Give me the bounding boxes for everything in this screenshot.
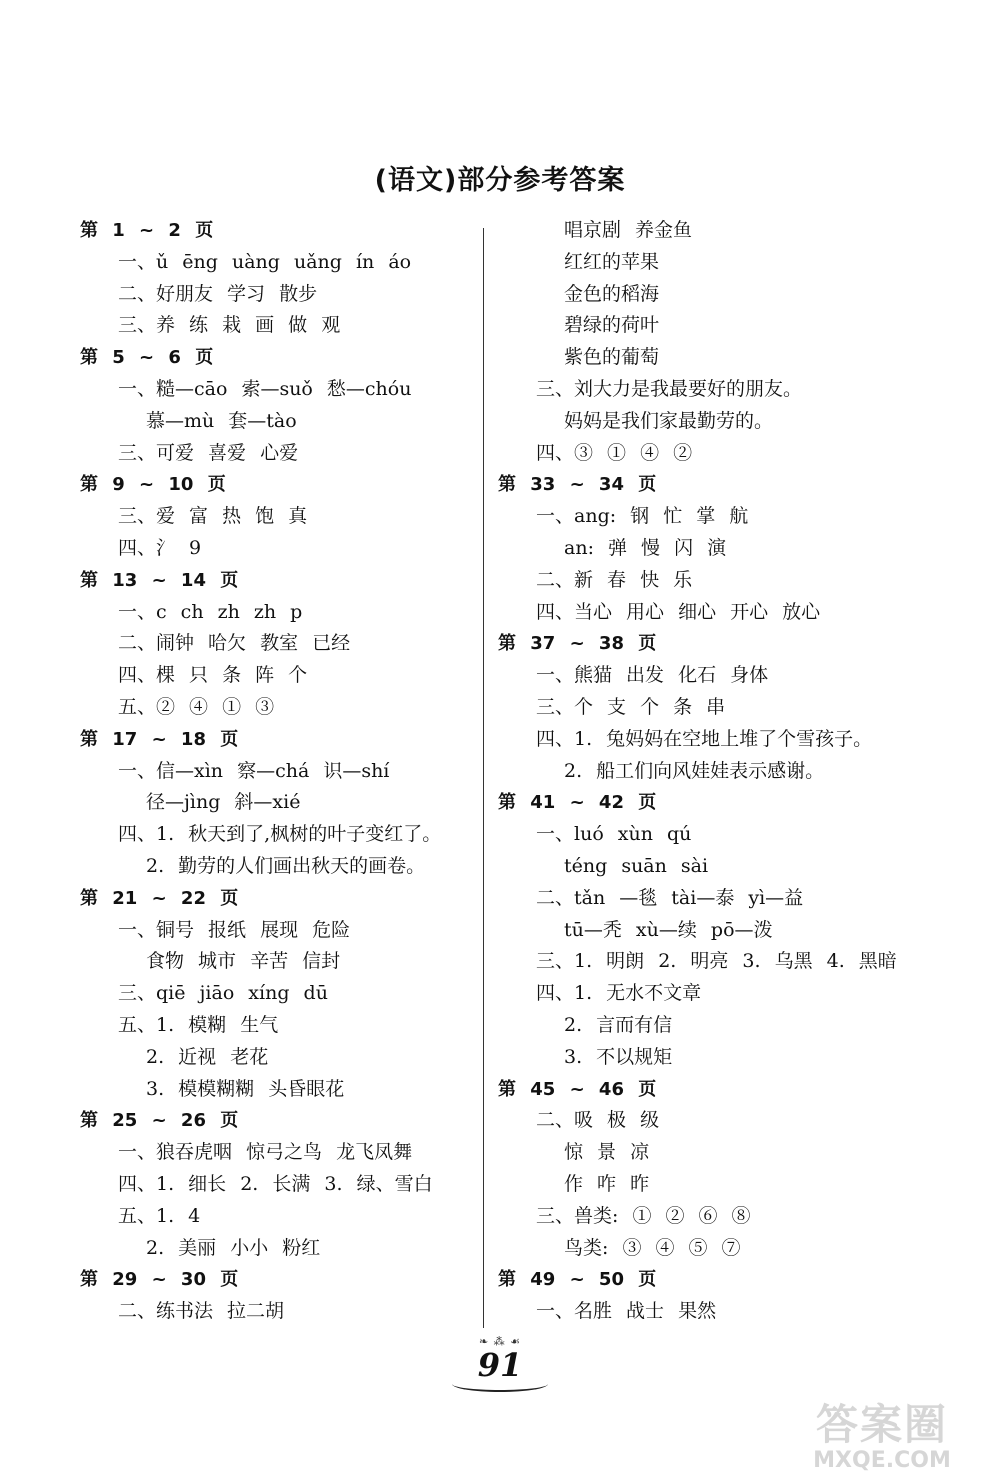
answer-line: 三、可爱 喜爱 心爱 (118, 441, 299, 464)
answer-line: 金色的稻海 (564, 282, 660, 305)
answer-line: 三、爱 富 热 饱 真 (118, 505, 308, 528)
page-range-heading: 第 17 ~ 18 页 (80, 728, 239, 750)
answer-line: 3. 不以规矩 (564, 1045, 673, 1068)
answer-line: 2. 勤劳的人们画出秋天的画卷。 (146, 854, 426, 877)
ornament-icon: ❧ ⁂ ☙ (478, 1335, 522, 1348)
page-range-heading: 第 21 ~ 22 页 (80, 887, 239, 909)
answer-line: 2. 言而有信 (564, 1013, 673, 1036)
page-range-heading: 第 49 ~ 50 页 (498, 1269, 657, 1291)
answer-line: 四、1. 秋天到了,枫树的叶子变红了。 (118, 823, 442, 846)
page-title: (语文)部分参考答案 (374, 165, 626, 196)
answer-line: 四、1. 细长 2. 长满 3. 绿、雪白 (118, 1172, 433, 1195)
page-range-heading: 第 5 ~ 6 页 (80, 347, 214, 369)
answer-line: 一、熊猫 出发 化石 身体 (536, 664, 769, 687)
answer-line: 慕—mù 套—tào (146, 409, 297, 432)
page-range-heading: 第 9 ~ 10 页 (80, 474, 226, 496)
answer-line: 2. 船工们向风娃娃表示感谢。 (564, 759, 825, 782)
answer-line: 食物 城市 辛苦 信封 (146, 950, 341, 973)
page-range-heading: 第 13 ~ 14 页 (80, 569, 239, 591)
page-range-heading: 第 45 ~ 46 页 (498, 1078, 657, 1100)
watermark-url: MXQE.COM (813, 1448, 951, 1473)
answer-line: an: 弹 慢 闪 演 (564, 536, 727, 559)
answer-line: 作 咋 昨 (564, 1172, 650, 1195)
page-number: 91 (477, 1346, 523, 1384)
page-range-heading: 第 25 ~ 26 页 (80, 1110, 239, 1132)
page-number-block (440, 1336, 560, 1392)
answer-line: 五、② ④ ① ③ (118, 695, 275, 718)
answer-line: 四、当心 用心 细心 开心 放心 (536, 600, 821, 623)
page-range-heading: 第 1 ~ 2 页 (80, 220, 214, 241)
answer-line: 二、练书法 拉二胡 (118, 1300, 285, 1323)
answer-line: 紫色的葡萄 (564, 346, 660, 369)
answer-line: 妈妈是我们家最勤劳的。 (564, 409, 774, 432)
answer-line: 一、ǔ ēng uàng uǎng ín áo (118, 250, 412, 273)
answer-line: tū—秃 xù—续 pō—泼 (564, 918, 773, 941)
answer-line: 二、新 春 快 乐 (536, 568, 693, 591)
answer-line: 红红的苹果 (564, 250, 660, 273)
answer-line: 四、1. 兔妈妈在空地上堆了个雪孩子。 (536, 727, 873, 750)
answer-line: téng suān sài (564, 854, 709, 877)
answer-line: 碧绿的荷叶 (564, 314, 660, 337)
answer-line: 二、闹钟 哈欠 教室 已经 (118, 632, 351, 655)
answer-line: 惊 景 凉 (564, 1141, 650, 1164)
answer-line: 2. 美丽 小小 粉红 (146, 1236, 321, 1259)
answer-line: 唱京剧 养金鱼 (564, 219, 693, 241)
answer-line: 一、铜号 报纸 展现 危险 (118, 918, 351, 941)
answer-line: 二、tǎn —毯 tài—泰 yì—益 (536, 886, 804, 909)
answer-line: 鸟类: ③ ④ ⑤ ⑦ (564, 1236, 741, 1259)
answer-line: 三、养 练 栽 画 做 观 (118, 314, 341, 337)
page-range-heading: 第 37 ~ 38 页 (498, 633, 657, 655)
answer-line: 一、luó xùn qú (536, 823, 692, 846)
answer-line: 四、1. 无水不文章 (536, 982, 702, 1005)
answer-line: 一、ang: 钢 忙 掌 航 (536, 505, 749, 528)
page-range-heading: 第 41 ~ 42 页 (498, 792, 657, 814)
answer-line: 2. 近视 老花 (146, 1045, 269, 1068)
answer-line: 三、1. 明朗 2. 明亮 3. 乌黑 4. 黑暗 (536, 950, 897, 973)
page-range-heading: 第 29 ~ 30 页 (80, 1269, 239, 1291)
answer-line: 一、c ch zh zh p (118, 600, 303, 623)
answer-line: 五、1. 模糊 生气 (118, 1013, 279, 1036)
answer-line: 三、刘大力是我最要好的朋友。 (536, 377, 803, 400)
right-answer-column (498, 215, 918, 1328)
answer-line: 一、名胜 战士 果然 (536, 1300, 717, 1323)
answer-line: 三、个 支 个 条 串 (536, 695, 726, 718)
left-answer-column (80, 215, 470, 1328)
answer-line: 3. 模模糊糊 头昏眼花 (146, 1077, 345, 1100)
answer-line: 一、信—xìn 察—chá 识—shí (118, 759, 390, 782)
answer-line: 五、1. 4 (118, 1204, 201, 1227)
answer-line: 三、兽类: ① ② ⑥ ⑧ (536, 1204, 751, 1227)
answer-line: 四、棵 只 条 阵 个 (118, 664, 308, 687)
answer-line: 四、氵 9 (118, 536, 202, 559)
answer-line: 一、狼吞虎咽 惊弓之鸟 龙飞凤舞 (118, 1141, 413, 1164)
answer-line: 一、糙—cāo 索—suǒ 愁—chóu (118, 377, 412, 400)
watermark-logo: 答案圈 (815, 1400, 948, 1449)
answer-line: 径—jìng 斜—xié (146, 791, 301, 814)
answer-line: 二、吸 极 级 (536, 1109, 660, 1132)
answer-line: 四、③ ① ④ ② (536, 441, 693, 464)
watermark (782, 1392, 982, 1473)
answer-line: 三、qiē jiāo xíng dū (118, 982, 328, 1005)
page-range-heading: 第 33 ~ 34 页 (498, 474, 657, 496)
column-divider (483, 228, 484, 1328)
answer-line: 二、好朋友 学习 散步 (118, 282, 318, 305)
